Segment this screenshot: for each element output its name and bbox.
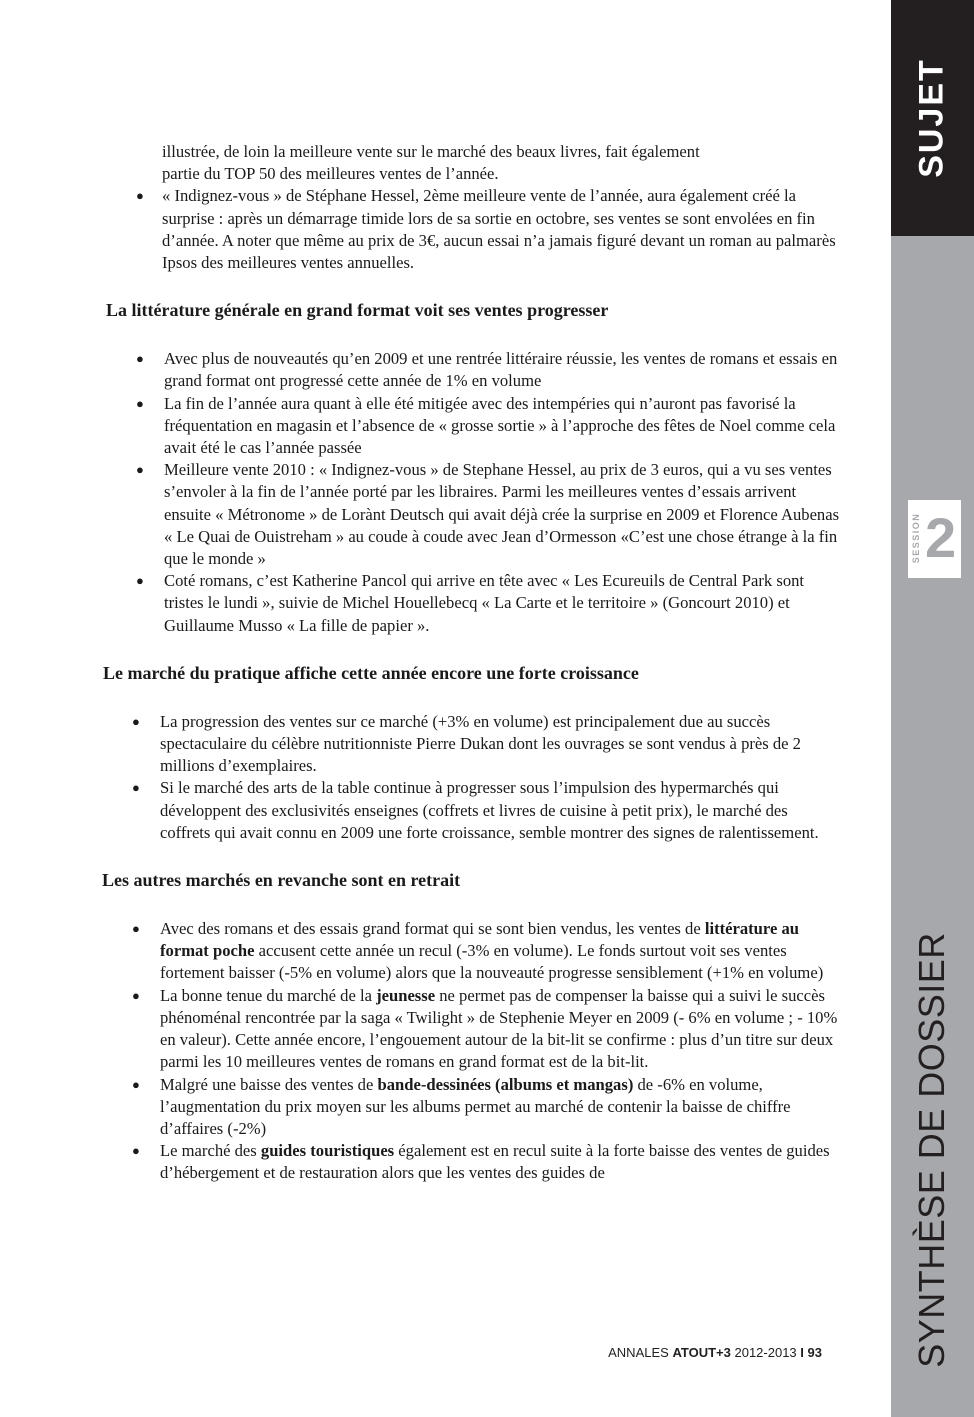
sidebar-header bbox=[891, 0, 974, 236]
section-heading: Le marché du pratique affiche cette année encore une forte croissance bbox=[103, 662, 639, 683]
bullet-icon: ● bbox=[136, 188, 144, 204]
list-item-text: Si le marché des arts de la table continue à progresser sous l’impulsion des hypermarchés qui développent des exclusivités enseignes (coffrets et livres de cuisine à petit prix), le marché des coffrets qui avait connu en 2009 une forte croissance, semble montrer des signes de ralentissement. bbox=[160, 778, 819, 842]
list-item-text: Coté romans, c’est Katherine Pancol qui arrive en tête avec « Les Ecureuils de Central Park sont tristes le lundi », suivie de Michel Houellebecq « La Carte et le territoire » (Goncourt 2010) et Guillaume Musso « La fille de papier ». bbox=[164, 571, 805, 635]
bullet-icon: ● bbox=[132, 713, 140, 729]
bullet-icon: ● bbox=[136, 573, 144, 589]
list-item bbox=[100, 777, 840, 844]
synthese-label: SYNTHÈSE DE DOSSIER bbox=[911, 932, 952, 1368]
bullet-icon: ● bbox=[136, 462, 144, 478]
list-item bbox=[100, 570, 840, 637]
bullet-icon: ● bbox=[132, 1143, 140, 1159]
session-number: 2 bbox=[925, 506, 957, 569]
list-item bbox=[100, 1074, 840, 1141]
text-span: accusent cette année un recul (-3% en volume). Le fonds surtout voit ses ventes fortement baisser (-5% en volume) alors que la nouveauté progresse sensiblement (+1% en volume) bbox=[160, 941, 824, 983]
text-span: également est en recul suite à la forte baisse des ventes de guides d’hébergement et de restauration alors que les ventes des guides de bbox=[160, 1141, 830, 1183]
session-badge bbox=[908, 500, 961, 578]
bold-term: bande-dessinées (albums et mangas) bbox=[377, 1074, 634, 1094]
list-item bbox=[100, 459, 840, 570]
footer-annales: ANNALES bbox=[608, 1345, 669, 1360]
text-span: de -6% en volume, l’augmentation du prix moyen sur les albums permet au marché de contenir la baisse de chiffre d’affaires (-2%) bbox=[160, 1074, 791, 1138]
bullet-icon: ● bbox=[132, 921, 140, 937]
bullet-icon: ● bbox=[132, 987, 140, 1003]
bold-term: guides touristiques bbox=[260, 1141, 395, 1161]
continued-paragraph bbox=[162, 141, 840, 185]
bullet-icon: ● bbox=[136, 351, 144, 367]
bold-term: littérature au format poche bbox=[160, 919, 800, 961]
list-item bbox=[100, 985, 840, 1074]
list-item bbox=[100, 1140, 840, 1184]
list-item bbox=[100, 393, 840, 460]
list-item-text: « Indignez-vous » de Stéphane Hessel, 2ème meilleure vente de l’année, aura également créé la surprise : après un démarrage timide lors de sa sortie en octobre, ses ventes se sont envolées en fin d’année. A noter que même au prix de 3€, aucun essai n’a jamais figuré devant un roman au palmarès Ipsos des meilleures ventes annuelles. bbox=[162, 186, 836, 273]
section-list bbox=[100, 918, 840, 1184]
bold-term: jeunesse bbox=[376, 985, 436, 1005]
list-item-text: Meilleure vente 2010 : « Indignez-vous » de Stephane Hessel, au prix de 3 euros, qui a vu ses ventes s’envoler à la fin de l’année porté par les libraires. Parmi les meilleures ventes d’essais arrivent ensuite « Métronome » de Lorànt Deutsch qui avait déjà crée la surprise en 2009 et Florence Aubenas « Le Quai de Ouistreham » au coude à coude avec Jean d’Ormesson «C’est une chose étrange à la fin que le monde » bbox=[164, 460, 840, 569]
bullet-icon: ● bbox=[132, 1076, 140, 1092]
intro-list bbox=[100, 185, 840, 274]
sidebar bbox=[891, 0, 974, 1417]
footer-separator: I bbox=[800, 1345, 804, 1360]
list-item bbox=[100, 918, 840, 985]
list-item bbox=[100, 711, 840, 778]
list-item-text: La fin de l’année aura quant à elle été mitigée avec des intempéries qui n’auront pas favorisé la fréquentation en magasin et l’absence de « grosse sortie » à l’approche des fêtes de Noel comme cela avait été le cas l’année passée bbox=[164, 393, 836, 458]
section-heading: La littérature générale en grand format voit ses ventes progresser bbox=[106, 300, 609, 321]
text-span: Malgré une baisse des ventes de bbox=[160, 1074, 378, 1094]
list-item bbox=[100, 185, 840, 274]
footer-atout: ATOUT+3 bbox=[672, 1345, 731, 1360]
page-number: 93 bbox=[807, 1345, 822, 1360]
list-item-text: La progression des ventes sur ce marché (+3% en volume) est principalement due au succès spectaculaire du célèbre nutritionniste Pierre Dukan dont les ouvrages se sont vendus à près de 2 millions d’exemplaires. bbox=[160, 711, 801, 776]
text-line: partie du TOP 50 des meilleures ventes de l’année. bbox=[162, 164, 499, 184]
section-list bbox=[100, 711, 840, 844]
text-span: Le marché des bbox=[160, 1141, 261, 1161]
list-item-text: Avec plus de nouveautés qu’en 2009 et une rentrée littéraire réussie, les ventes de romans et essais en grand format ont progressé cette année de 1% en volume bbox=[164, 349, 838, 391]
text-span: La bonne tenue du marché de la bbox=[160, 985, 377, 1005]
text-line: illustrée, de loin la meilleure vente sur le marché des beaux livres, fait également bbox=[162, 142, 700, 161]
footer-years: 2012-2013 bbox=[734, 1345, 797, 1360]
sujet-label: SUJET bbox=[912, 58, 951, 178]
list-item bbox=[100, 348, 840, 392]
document-body bbox=[100, 141, 840, 1185]
text-span: Avec des romans et des essais grand format qui se sont bien vendus, les ventes de bbox=[160, 919, 705, 939]
bullet-icon: ● bbox=[136, 395, 144, 411]
section-heading: Les autres marchés en revanche sont en retrait bbox=[102, 870, 461, 891]
page-footer bbox=[608, 1345, 822, 1360]
bullet-icon: ● bbox=[132, 780, 140, 796]
session-label: SESSION bbox=[911, 512, 921, 564]
section-list bbox=[100, 348, 840, 637]
text-span: ne permet pas de compenser la baisse qui a suivi le succès phénoménal rencontrée par la saga « Twilight » de Stephenie Meyer en 2009 (- 6% en volume ; - 10% en valeur). Cette année encore, l’engouement autour de la bit-lit se confirme : plus d’un titre sur deux parmi les 10 meilleures ventes de romans en grand format est de la bit-lit. bbox=[160, 985, 838, 1072]
